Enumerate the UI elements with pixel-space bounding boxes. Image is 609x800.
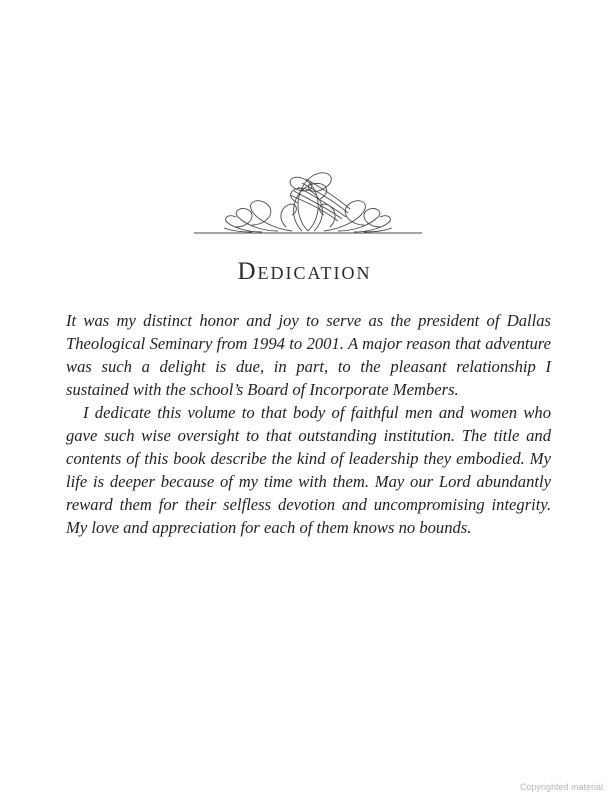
flourish-ornament: [192, 165, 424, 237]
dedication-paragraph-2: I dedicate this volume to that body of faithful men and women who gave such wise oversight to that outstanding institution. The title and contents of this book describe the kind of leadership they embodied. My life is deeper because of my time with them. May our Lord abundantly reward them for their selfless devotion and uncompromising integrity. My love and appreciation for each of them knows no bounds.: [66, 403, 551, 537]
copyright-notice: Copyrighted material: [519, 782, 603, 792]
dedication-paragraph-1: It was my distinct honor and joy to serve as the president of Dallas Theological Seminary from 1994 to 2001. A major reason that adventure was such a delight is due, in part, to the pleasant relationship I sustained with the school’s Board of Incorporate Members.: [66, 311, 551, 399]
page-title: Dedication: [237, 258, 372, 285]
dedication-text: [66, 309, 551, 539]
